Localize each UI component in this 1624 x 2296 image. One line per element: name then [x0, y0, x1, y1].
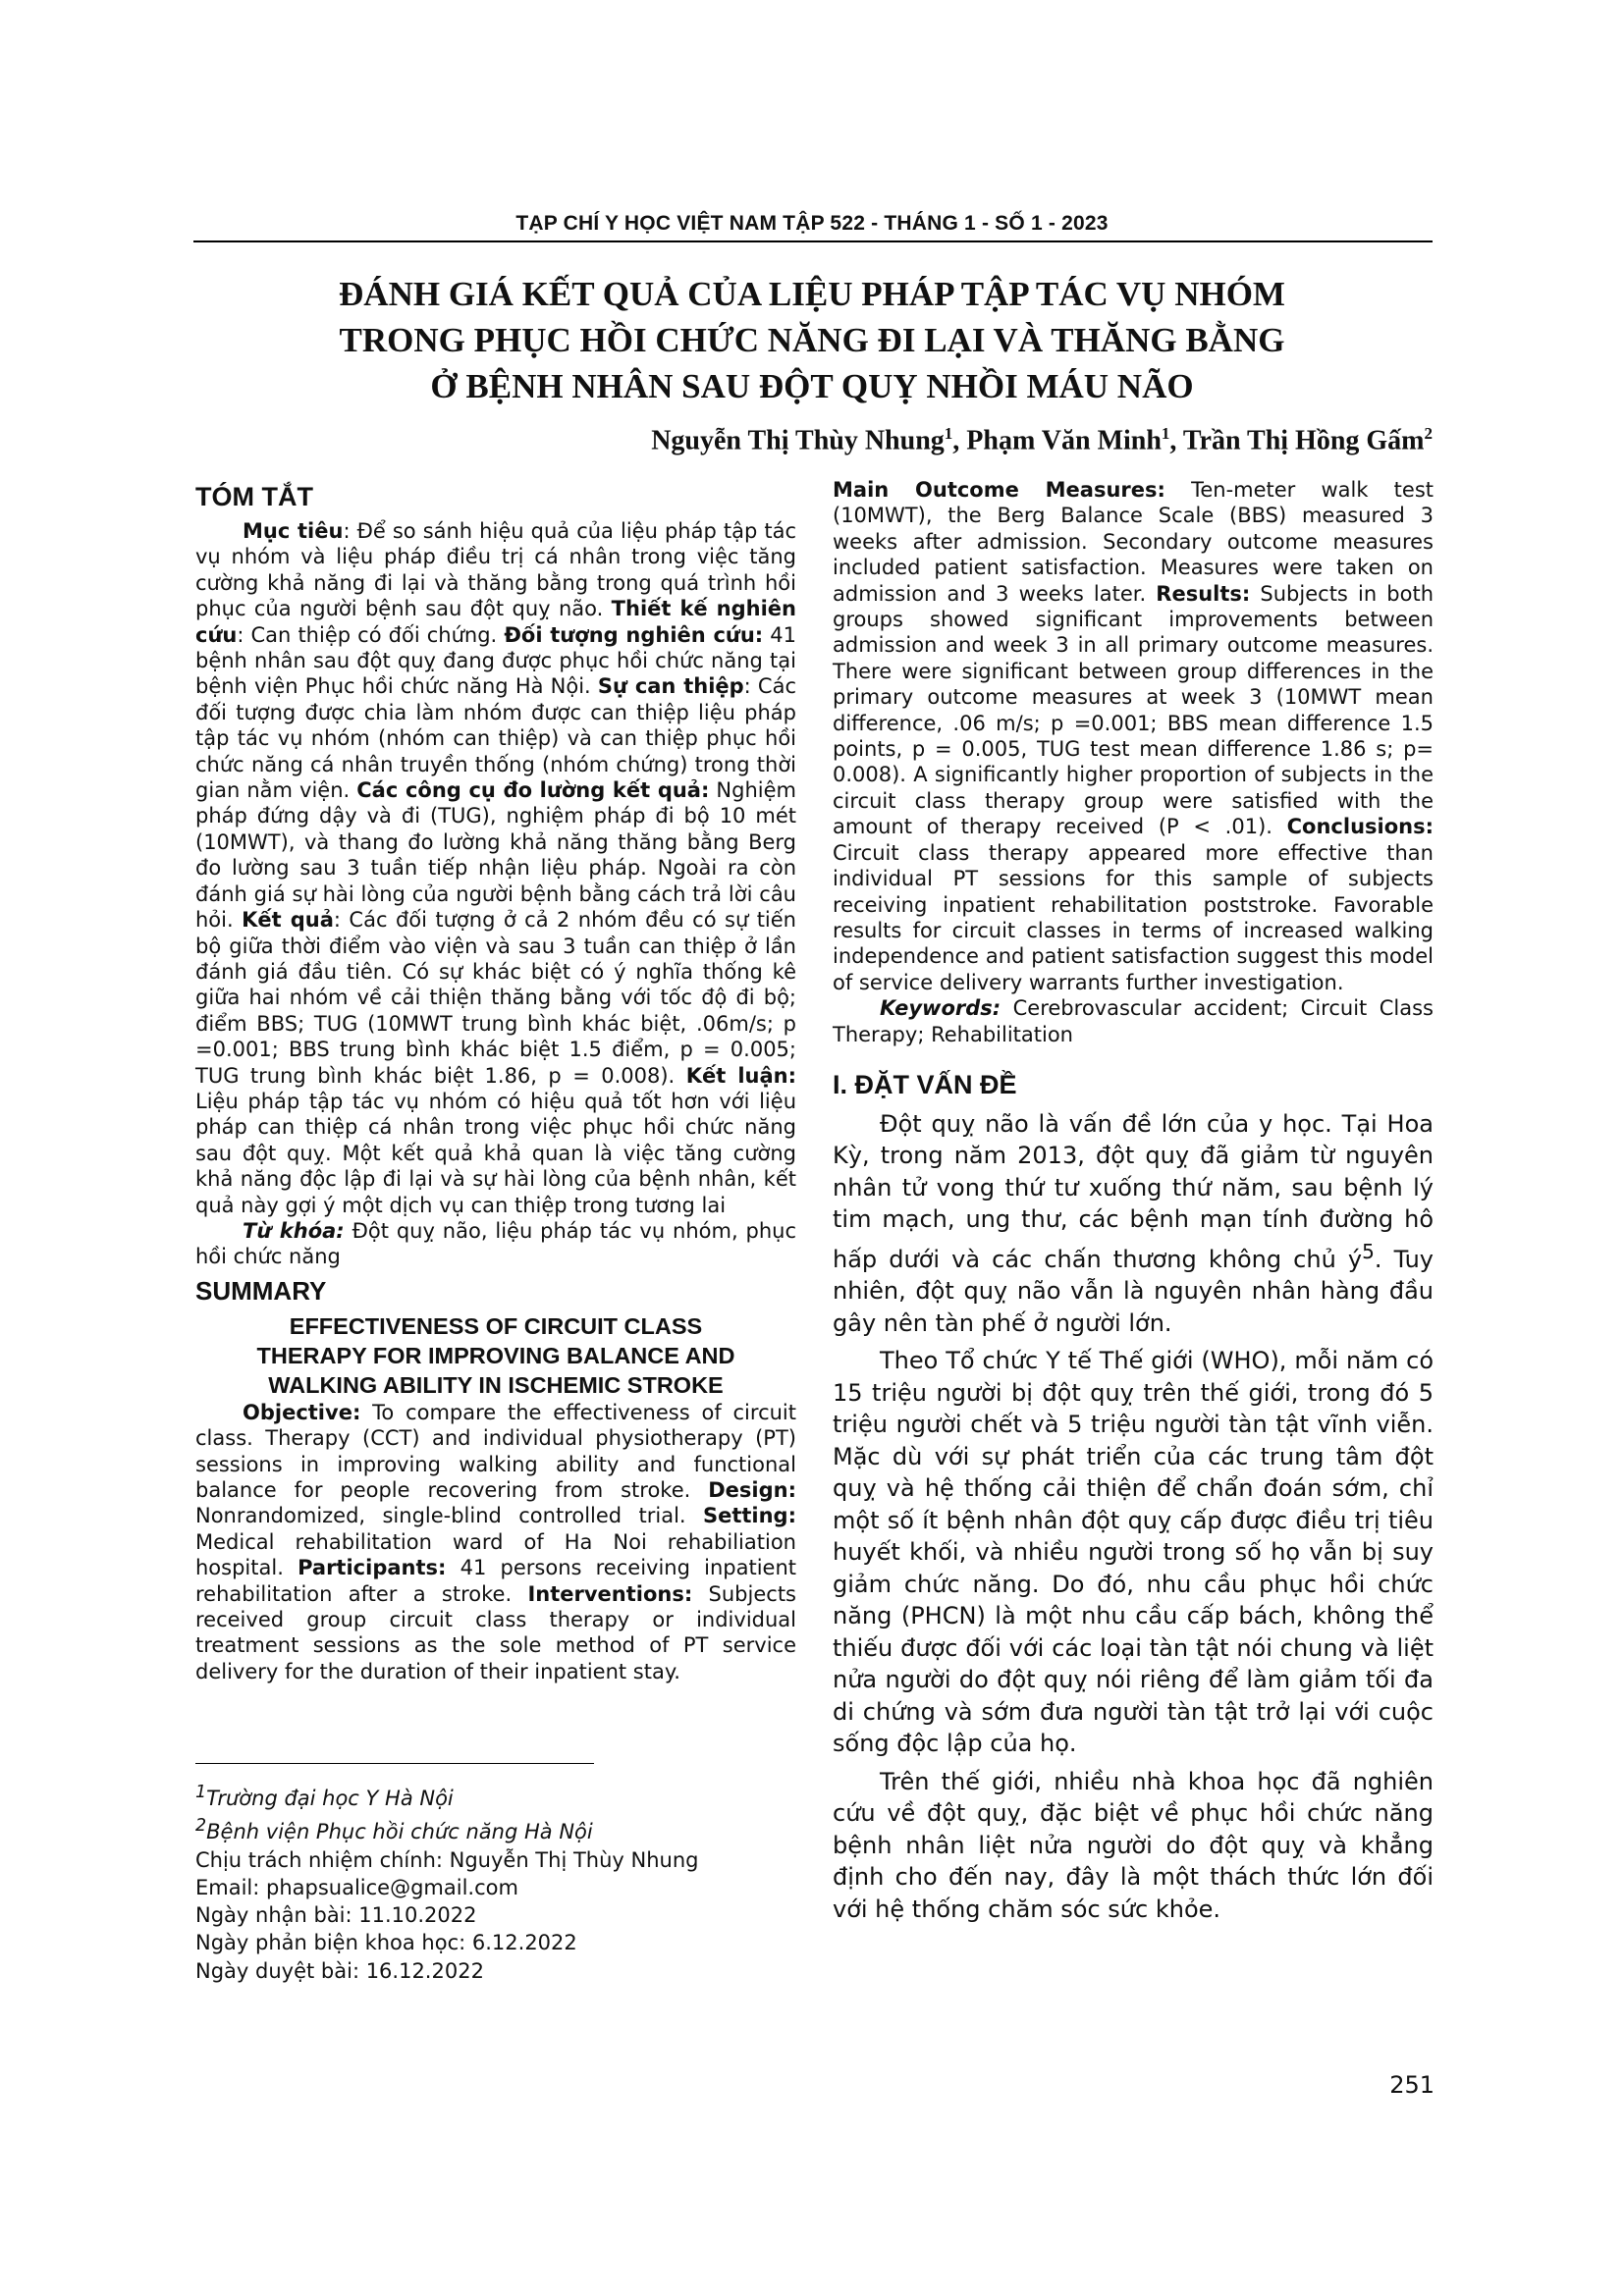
label-keywords: Keywords:: [880, 996, 1001, 1021]
footnote-2-text: Bệnh viện Phục hồi chức năng Hà Nội: [206, 1820, 593, 1844]
text-keywords: Cerebrovascular accident; Circuit Class Therapy; Rehabilitation: [833, 996, 1434, 1046]
author-1: Nguyễn Thị Thùy Nhung: [651, 425, 945, 456]
text-ket-luan: Liệu pháp tập tác vụ nhóm có hiệu quả tốt hơn với liệu pháp can thiệp cá nhân trong việc phục hồi chức năng sau đột quỵ. Một kết quả khả quan là việc tăng cường khả năng độc lập đi lại và sự hài lòng của bệnh nhân, kết quả này gợi ý một dịch vụ can thiệp trong tương lai: [195, 1089, 796, 1217]
intro-p1-text: Đột quỵ não là vấn đề lớn của y học. Tại Hoa Kỳ, trong năm 2013, đột quỵ đã giảm từ nguyên nhân tử vong thứ tư xuống thứ năm, sau bệnh lý tim mạch, ung thư, các bệnh mạn tính đường hô hấp dưới và các chấn thương không chủ ý: [833, 1109, 1434, 1273]
author-1-affiliation: 1: [944, 424, 953, 443]
label-tu-khoa: Từ khóa:: [243, 1218, 345, 1243]
author-3: Trần Thị Hồng Gấm: [1182, 425, 1425, 456]
title-line-3: Ở BỆNH NHÂN SAU ĐỘT QUỴ NHỒI MÁU NÃO: [430, 367, 1194, 405]
label-ket-qua: Kết quả: [242, 908, 334, 933]
author-3-affiliation: 2: [1424, 424, 1433, 443]
header-rule: [193, 240, 1433, 242]
section-body-introduction: [833, 1108, 1434, 1926]
keywords-en: [833, 995, 1434, 1047]
journal-header: TẠP CHÍ Y HỌC VIỆT NAM TẬP 522 - THÁNG 1 - SỐ 1 - 2023: [515, 212, 1109, 235]
text-thiet-ke: : Can thiệp có đối chứng.: [237, 622, 505, 647]
keywords-vi: [195, 1218, 796, 1270]
footnote-reviewed: Ngày phản biện khoa học: 6.12.2022: [195, 1931, 577, 1955]
summary-heading: SUMMARY: [195, 1275, 327, 1306]
text-cong-cu: Nghiệm pháp đứng dậy và đi (TUG), nghiệm pháp đi bộ 10 mét (10MWT), và thang đo lường khả năng thăng bằng Berg đo lường sau 3 tuần tiếp nhận liệu pháp. Ngoài ra còn đánh giá sự hài lòng của người bệnh bằng cách trả lời câu hỏi.: [195, 778, 796, 933]
footnote-2-marker: 2: [195, 1816, 207, 1837]
footnote-1-marker: 1: [195, 1783, 207, 1802]
footnote-1-text: Trường đại học Y Hà Nội: [206, 1787, 454, 1810]
label-muc-tieu: Mục tiêu: [243, 519, 344, 543]
text-objective: To compare the effectiveness of circuit class. Therapy (CCT) and individual physiotherapy (PT) sessions in improving walking ability and functional balance for people recovering from stroke.: [195, 1400, 796, 1502]
author-2-affiliation: 1: [1161, 424, 1170, 443]
author-list: [651, 424, 1433, 456]
text-muc-tieu: : Để so sánh hiệu quả của liệu pháp tập tác vụ nhóm và liệu pháp điều trị cá nhân trong việc tăng cường khả năng đi lại và thăng bằng trong quá trình hồi phục của người bệnh sau đột quỵ não.: [195, 519, 796, 621]
summary-title: [195, 1311, 796, 1400]
summary-title-line-2: THERAPY FOR IMPROVING BALANCE AND: [256, 1342, 735, 1368]
label-ket-luan: Kết luận:: [685, 1063, 796, 1088]
summary-title-line-1: EFFECTIVENESS OF CIRCUIT CLASS: [289, 1312, 703, 1339]
intro-paragraph-3: Trên thế giới, nhiều nhà khoa học đã nghiên cứu về đột quỵ, đặc biệt về phục hồi chức năng bệnh nhân liệt nửa người do đột quỵ và khẳng định cho đến nay, đây là một thách thức lớn đối với hệ thống chăm sóc sức khỏe.: [833, 1767, 1434, 1923]
text-ket-qua: : Các đối tượng ở cả 2 nhóm đều có sự tiến bộ giữa thời điểm vào viện và sau 3 tuần can thiệp ở lần đánh giá đầu tiên. Có sự khác biệt có ý nghĩa thống kê giữa hai nhóm về cải thiện thăng bằng với tốc độ đi bộ; điểm BBS; TUG (10MWT trung bình khác biệt, .06m/s; p =0.001; BBS trung bình khác biệt 1.5 điểm, p = 0.005; TUG trung bình khác biệt 1.86, p = 0.008).: [195, 908, 796, 1088]
label-thiet-ke: Thiết kế nghiên cứu: [195, 597, 796, 647]
label-setting: Setting:: [702, 1504, 796, 1528]
citation-marker: 5: [1362, 1239, 1375, 1263]
page-number: 251: [1389, 2071, 1435, 2099]
footnotes: [195, 1779, 796, 1985]
label-participants: Participants:: [298, 1556, 447, 1580]
abstract-vi-body: [195, 518, 796, 1218]
abstract-vi-heading: TÓM TẮT: [195, 482, 313, 511]
author-2: Phạm Văn Minh: [966, 425, 1162, 456]
intro-p1-text-end: . Tuy nhiên, đột quỵ não vẫn là nguyên nhân hàng đầu gây nên tàn phế ở người lớn.: [833, 1245, 1435, 1337]
text-participants: 41 persons receiving inpatient rehabilitation after a stroke.: [195, 1556, 796, 1606]
text-conclusions: Circuit class therapy appeared more effective than individual PT sessions for this sample of subjects receiving inpatient rehabilitation poststroke. Favorable results for circuit classes in terms of increased walking independence and patient satisfaction suggest this model of service delivery warrants further investigation.: [833, 840, 1434, 994]
title-line-1: ĐÁNH GIÁ KẾT QUẢ CỦA LIỆU PHÁP TẬP TÁC VỤ NHÓM: [339, 275, 1285, 313]
text-main-outcome: Ten-meter walk test (10MWT), the Berg Balance Scale (BBS) measured 3 weeks after admission. Secondary outcome measures included patient satisfaction. Measures were taken on admission and 3 weeks later.: [833, 478, 1435, 606]
text-setting: Medical rehabilitation ward of Ha Noi rehabiliation hospital.: [195, 1529, 796, 1580]
left-column: [195, 481, 796, 1684]
footnote-received: Ngày nhận bài: 11.10.2022: [195, 1903, 477, 1928]
label-conclusions: Conclusions:: [1286, 815, 1434, 839]
author-separator: ,: [1169, 425, 1183, 456]
label-doi-tuong: Đối tượng nghiên cứu:: [504, 622, 764, 647]
text-interventions: Subjects received group circuit class therapy or individual treatment sessions as the sole method of PT service delivery for the duration of their inpatient stay.: [195, 1581, 796, 1683]
intro-paragraph-1: [833, 1108, 1434, 1340]
author-separator: ,: [952, 425, 967, 456]
footnote-responsible: Chịu trách nhiệm chính: Nguyễn Thị Thùy Nhung: [195, 1847, 699, 1872]
title-line-2: TRONG PHỤC HỒI CHỨC NĂNG ĐI LẠI VÀ THĂNG BẰNG: [339, 321, 1285, 359]
section-heading-introduction: I. ĐẶT VẤN ĐỀ: [833, 1069, 1017, 1099]
footnote-email: Email: phapsualice@gmail.com: [195, 1875, 518, 1899]
article-title: [193, 271, 1431, 409]
label-main-outcome: Main Outcome Measures:: [833, 478, 1165, 502]
footnote-rule: [195, 1763, 594, 1764]
footnote-approved: Ngày duyệt bài: 16.12.2022: [195, 1958, 484, 1983]
label-design: Design:: [708, 1478, 796, 1502]
abstract-en-body-part1: [195, 1400, 796, 1684]
right-column: [833, 477, 1434, 1925]
text-can-thiep: : Các đối tượng được chia làm nhóm được can thiệp liệu pháp tập tác vụ nhóm (nhóm can thiệp) và can thiệp phục hồi chức năng cá nhân truyền thống (nhóm chứng) trong thời gian nằm viện.: [195, 674, 797, 803]
text-results: Subjects in both groups showed significant improvements between admission and week 3 in all primary outcome measures. There were significant between group differences in the primary outcome measures at week 3 (10MWT mean difference, .06 m/s; p =0.001; BBS mean difference 1.5 points, p = 0.005, TUG test mean difference 1.86 s; p= 0.008). A significantly higher proportion of subjects in the circuit class therapy group were satisfied with the amount of therapy received (P < .01).: [833, 581, 1435, 839]
footnote-affiliation-2: [195, 1812, 796, 1845]
text-tu-khoa: Đột quỵ não, liệu pháp tác vụ nhóm, phục hồi chức năng: [195, 1218, 797, 1269]
label-objective: Objective:: [243, 1400, 361, 1424]
summary-title-line-3: WALKING ABILITY IN ISCHEMIC STROKE: [268, 1371, 724, 1398]
intro-paragraph-2: Theo Tổ chức Y tế Thế giới (WHO), mỗi năm có 15 triệu người bị đột quỵ trên thế giới, trong đó 5 triệu người chết và 5 triệu người tàn tật vĩnh viễn. Mặc dù với sự phát triển của các trung tâm đột quỵ và hệ thống cải thiện để chẩn đoán sớm, chỉ một số ít bệnh nhân đột quỵ cấp được điều trị tiêu huyết khối, và nhiều người trong số họ vẫn bị suy giảm chức năng. Do đó, nhu cầu phục hồi chức năng (PHCN) là một nhu cầu cấp bách, không thể thiếu được đối với các loại tàn tật nói chung và liệt nửa người do đột quỵ nói riêng để làm giảm tối đa di chứng và sớm đưa người tàn tật trở lại với cuộc sống độc lập của họ.: [833, 1347, 1434, 1758]
label-interventions: Interventions:: [527, 1581, 693, 1606]
label-can-thiep: Sự can thiệp: [597, 674, 744, 699]
footnote-affiliation-1: [195, 1779, 796, 1812]
label-results: Results:: [1156, 581, 1251, 606]
abstract-en-body-part2: [833, 477, 1434, 995]
text-design: Nonrandomized, single-blind controlled trial.: [195, 1504, 703, 1528]
label-cong-cu: Các công cụ đo lường kết quả:: [356, 778, 710, 803]
text-doi-tuong: 41 bệnh nhân sau đột quỵ đang được phục hồi chức năng tại bệnh viện Phục hồi chức năng Hà Nội.: [195, 622, 797, 699]
